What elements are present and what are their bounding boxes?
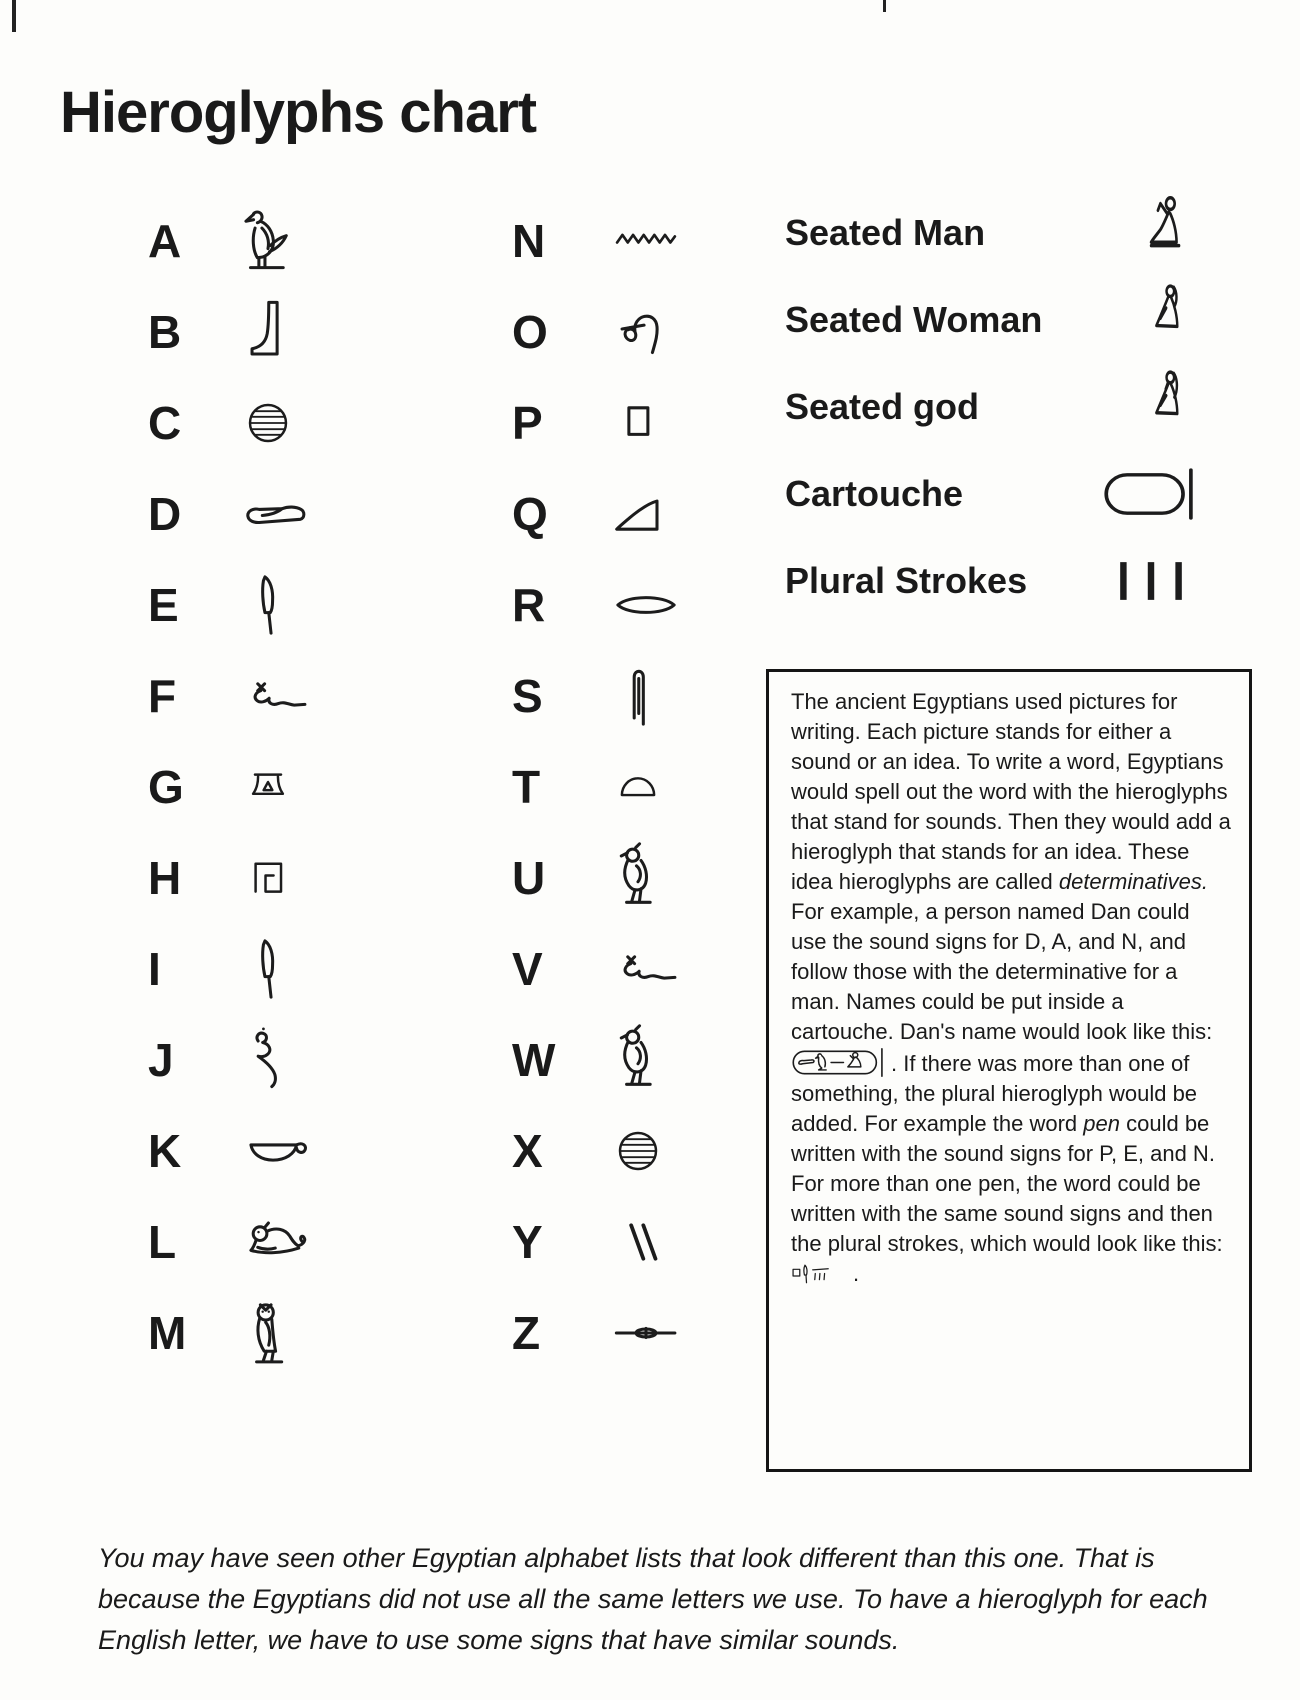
letter-label: G (148, 760, 184, 813)
alphabet-column-a-m (148, 195, 478, 1378)
reed-leaf-icon (230, 931, 306, 1007)
door-bolt-icon (600, 1295, 692, 1371)
footer-note: You may have seen other Egyptian alphabet lists that look different than this one. That is because the Egyptians did not use all the same letters we use. To have a hieroglyph for each English letter, we have to use some signs that have similar sounds. (98, 1543, 1208, 1655)
basket-icon (230, 1113, 322, 1189)
determinatives-column (785, 189, 1197, 624)
letter-label: K (148, 1124, 182, 1177)
lion-icon (230, 1204, 322, 1280)
determinative-row (785, 276, 1197, 363)
explanation-box (766, 669, 1252, 1472)
letter-label: Q (512, 487, 548, 540)
letter-label: M (148, 1306, 187, 1359)
letter-label: J (148, 1033, 174, 1086)
scan-artifact (883, 0, 886, 12)
page-title: Hieroglyphs chart (60, 79, 537, 145)
letter-label: W (512, 1033, 556, 1086)
cartouche-icon (1101, 466, 1197, 522)
reed-leaf-icon (230, 567, 306, 643)
letter-label: L (148, 1215, 177, 1268)
letter-label: Z (512, 1306, 541, 1359)
letter-label: S (512, 669, 543, 722)
jar-stand-icon (230, 756, 306, 818)
seated-god-icon (1139, 366, 1197, 448)
alphabet-row (148, 559, 478, 650)
letter-label: A (148, 214, 182, 267)
stool-icon (600, 385, 676, 461)
quail-chick-icon (600, 840, 676, 916)
letter-label: Y (512, 1215, 543, 1268)
determinative-label: Seated Woman (785, 298, 1043, 340)
letter-label: E (148, 578, 179, 631)
letter-label: B (148, 305, 182, 358)
alphabet-row (148, 468, 478, 559)
letter-label: H (148, 851, 182, 904)
hill-slope-icon (600, 476, 676, 552)
lasso-icon (600, 294, 676, 370)
explanation-segment: could be written with the sound signs for P, E, and N. For more than one pen, the word could be written with the same sound signs and then the plural strokes, which would look like this: (791, 1111, 1223, 1256)
scan-artifact (12, 0, 16, 32)
horned-viper-icon (600, 931, 692, 1007)
alphabet-row (148, 650, 478, 741)
alphabet-row (148, 377, 478, 468)
reed-shelter-icon (230, 847, 306, 909)
alphabet-row (148, 1196, 478, 1287)
owl-icon (230, 1295, 306, 1371)
alphabet-row (148, 741, 478, 832)
mouth-icon (600, 567, 692, 643)
hand-icon (230, 476, 322, 552)
determinative-row (785, 363, 1197, 450)
folded-cloth-icon (600, 658, 676, 734)
seated-woman-icon (1139, 280, 1197, 360)
striped-basket-icon (230, 392, 306, 454)
foot-icon (230, 294, 306, 370)
letter-label: I (148, 942, 161, 995)
pen-plural-strokes-icon (791, 1262, 853, 1288)
cobra-icon (230, 1022, 306, 1098)
horned-viper-icon (230, 658, 322, 734)
determinative-label: Seated Man (785, 211, 986, 253)
seated-man-icon (1135, 191, 1197, 275)
alphabet-row (148, 1105, 478, 1196)
double-stroke-icon (600, 1204, 676, 1280)
determinative-label: Seated god (785, 385, 980, 427)
explanation-segment: For example, a person named Dan could use the sound signs for D, A, and N, and follow those with the determinative for a man. Names could be put inside a cartouche. Dan's name would look like this: (791, 899, 1213, 1044)
letter-label: X (512, 1124, 543, 1177)
plural-strokes-icon (1105, 558, 1197, 604)
letter-label: T (512, 760, 541, 813)
explanation-segment: The ancient Egyptians used pictures for writing. Each picture stands for either a sound or an idea. To write a word, Egyptians would spell out the word with the hieroglyphs that stand for sounds. Then they would add a hieroglyph that stands for an idea. These idea hieroglyphs are called (791, 689, 1231, 894)
determinative-row (785, 450, 1197, 537)
explanation-segment: . If there was more than one of something, the plural hieroglyph would be added. For example the word (791, 1051, 1198, 1136)
letter-label: D (148, 487, 182, 540)
pen-italic: pen (1083, 1111, 1120, 1136)
alphabet-row (148, 195, 478, 286)
explanation-text (791, 687, 1231, 1289)
explanation-segment: . (853, 1261, 860, 1286)
letter-label: C (148, 396, 182, 449)
letter-label: N (512, 214, 546, 267)
water-ripple-icon (600, 203, 692, 279)
letter-label: F (148, 669, 177, 722)
alphabet-row (148, 286, 478, 377)
bread-loaf-icon (600, 756, 676, 818)
dan-cartouche-icon (791, 1047, 891, 1078)
letter-label: R (512, 578, 546, 631)
determinative-row (785, 537, 1197, 624)
quail-chick-icon (600, 1022, 676, 1098)
determinative-row (785, 189, 1197, 276)
determinative-label: Cartouche (785, 472, 964, 514)
determinative-label: Plural Strokes (785, 559, 1028, 601)
alphabet-row (148, 1014, 478, 1105)
alphabet-row (148, 1287, 478, 1378)
letter-label: U (512, 851, 546, 904)
alphabet-row (148, 832, 478, 923)
letter-label: O (512, 305, 548, 358)
alphabet-row (148, 923, 478, 1014)
letter-label: V (512, 942, 543, 995)
letter-label: P (512, 396, 543, 449)
vulture-icon (230, 203, 306, 279)
striped-basket-icon (600, 1120, 676, 1182)
determinatives-italic: determinatives. (1058, 869, 1209, 894)
